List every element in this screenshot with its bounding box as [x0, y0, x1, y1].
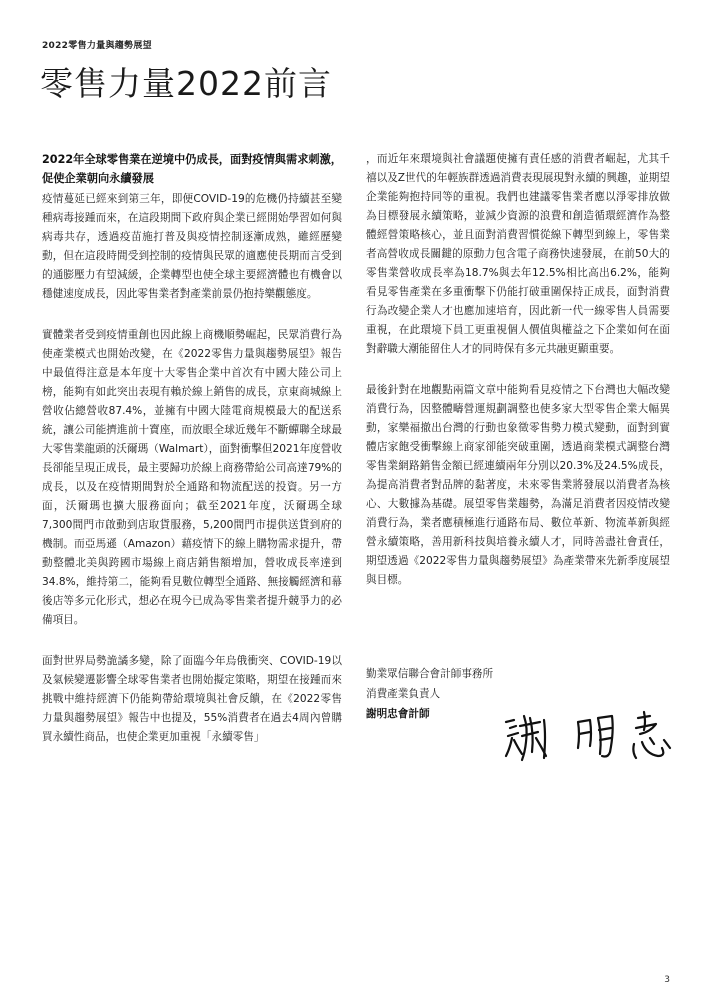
section-subheading: 2022年全球零售業在逆境中仍成長，面對疫情與需求刺激，促使企業朝向永續發展	[42, 153, 342, 185]
signature-block	[366, 664, 493, 724]
left-paragraph-2: 實體業者受到疫情重創也因此線上商機順勢崛起，民眾消費行為使產業模式也開始改變，在《2022零售力量與趨勢展望》報告中最值得注意是本年度十大零售企業中首次有中國大陸公司上榜，能夠有如此突出表現有賴於線上銷售的成長，京東商城線上營收佔總營收87.4%，並擁有中國大陸電商規模最大的配送系統，讓公司能擠進前十寶座，而放眼全球近幾年不斷蟬聯全球最大零售業龍頭的沃爾瑪（Walmart），面對衝擊但2021年度營收長卻能呈現正成長，最主要歸功於線上商務帶給公司高達79%的成長，以及在疫情期間對於全通路和物流配送的投資。另一方面，沃爾瑪也擴大服務面向；截至2021年度，沃爾瑪全球7,300間門市啟動到店取貨服務，5,200間門市提供送貨到府的機制。而亞馬遜（Amazon）藉疫情下的線上購物需求提升，帶動整體北美與跨國市場線上商店銷售額增加，營收成長率達到34.8%，維持第二，能夠看見數位轉型全通路、無接觸經濟和幕後店等多元化形式，想必在現今已成為零售業者提升競爭力的必備項目。	[42, 329, 342, 626]
handwritten-signature	[500, 708, 680, 766]
left-column	[42, 150, 342, 769]
signer-name: 謝明忠會計師	[366, 708, 430, 720]
signer-role: 消費產業負責人	[366, 688, 441, 700]
page-number: 3	[664, 975, 670, 985]
page-title: 零售力量2022前言	[40, 64, 332, 103]
left-paragraph-1: 疫情蔓延已經來到第三年，即便COVID-19的危機仍持續甚至變種病毒接踵而來，在這段期間下政府與企業已經開始學習如何與病毒共存，透過疫苗施打普及與疫情控制逐漸成熟，雖經歷變動，但在這段時間受到控制的疫情與民眾的適應使長期而言受到的通膨壓力有望減緩，企業轉型也使全球主要經濟體也有機會以穩健速度成長，因此零售業者對產業前景仍抱持樂觀態度。	[42, 193, 342, 300]
firm-name: 勤業眾信聯合會計師事務所	[366, 668, 494, 680]
right-column	[366, 150, 670, 612]
right-paragraph-1: ，而近年來環境與社會議題使擁有責任感的消費者崛起，尤其千禧以及Z世代的年輕族群透過消費表現展現對永續的興趣，並期望企業能夠抱持同等的重視。我們也建議零售業者應以淨零排放做為目標發展永續策略，並減少資源的浪費和創造循環經濟作為整體經營策略核心，並且面對消費習慣從線下轉型到線上，零售業者高營收成長關鍵的原動力包含電子商務快速發展，在前50大的零售業營收成長率為18.7%與去年12.5%相比高出6.2%，能夠看見零售產業在多重衝擊下仍能打破重圍保持正成長，面對消費行為改變企業人才也應加速培育，因此新一代一線零售人員需要重視，在此環境下員工更重視個人價值與權益之下企業如何在面對辭職大潮能留住人才的同時保有多元共融更顯重要。	[366, 153, 670, 355]
running-header: 2022零售力量與趨勢展望	[42, 41, 152, 51]
right-paragraph-2: 最後針對在地觀點兩篇文章中能夠看見疫情之下台灣也大幅改變消費行為，因整體疇營運規劃調整也使多家大型零售企業大幅異動，家樂福撤出台灣的行動也象徵零售勢力模式變動，面對到實體店家飽受衝擊線上商家卻能突破重圍，透過商業模式調整台灣零售業網路銷售金額已經連續兩年分別以20.3%及24.5%成長，為提高消費者對品牌的黏著度，未來零售業將發展以消費者為核心、大數據為基礎。展望零售業趨勢，為滿足消費者因疫情改變消費行為，業者應積極進行通路布局、數位革新、物流革新與經營永續策略，善用新科技與培養永續人才，同時善盡社會責任，期望透過《2022零售力量與趨勢展望》為產業帶來先新季度展望與目標。	[366, 384, 670, 586]
left-paragraph-3: 面對世界局勢詭譎多變，除了面臨今年烏俄衝突、COVID-19以及氣候變遷影響全球零售業者也開始擬定策略，期望在接踵而來挑戰中維持經濟下仍能夠帶給環境與社會反饋，在《2022零售力量與趨勢展望》報告中也提及，55%消費者在過去4周內曾購買永續性商品，也使企業更加重視「永續零售」	[42, 655, 342, 743]
